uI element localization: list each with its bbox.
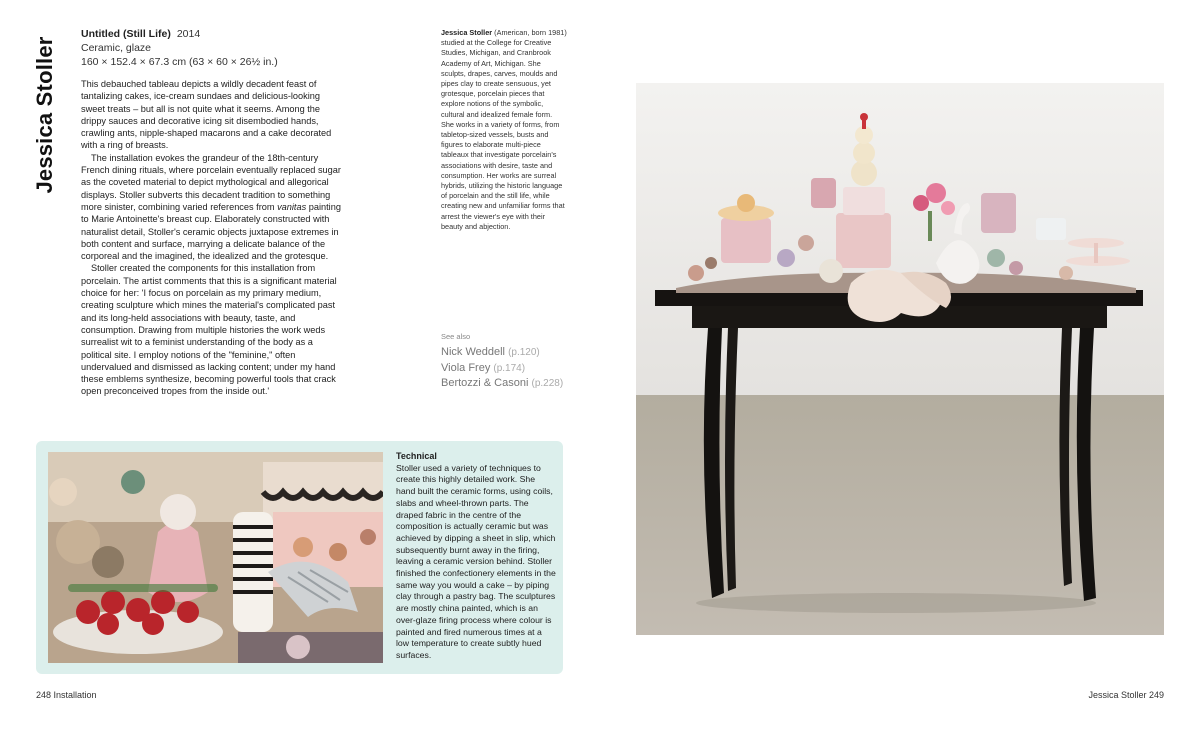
essay-paragraph-1: This debauched tableau depicts a wildly decadent feast of tantalizing cakes, ice-cream sundaes and delicious-looking sweet treats – but all is not quite what it seems. Among the drippy sauces and decorative icing sit disembodied hands, crawling ants, nipple-shaped macarons and a cake decorated with a ring of breasts. xyxy=(81,79,332,151)
see-also-label: See also xyxy=(441,332,471,341)
folio-left: 248 Installation xyxy=(36,690,97,700)
essay-text xyxy=(81,78,343,398)
technical-panel xyxy=(36,441,563,674)
artwork-year: 2014 xyxy=(176,28,201,40)
artwork-medium: Ceramic, glaze xyxy=(81,42,152,54)
artist-bio xyxy=(441,28,567,232)
technical-heading: Technical xyxy=(396,451,437,461)
see-also-item[interactable] xyxy=(441,376,591,392)
main-installation-photo xyxy=(636,83,1164,635)
artwork-title-row xyxy=(81,27,351,41)
see-also-item[interactable] xyxy=(441,361,591,377)
detail-photo xyxy=(48,452,383,663)
see-also-name: Viola Frey xyxy=(441,361,491,374)
see-also-name: Bertozzi & Casoni xyxy=(441,377,529,389)
see-also-item[interactable] xyxy=(441,345,591,361)
artist-name-vertical xyxy=(30,30,60,200)
essay-paragraph-2 xyxy=(81,152,343,263)
technical-body: Stoller used a variety of techniques to create this highly detailed work. She hand built the ceramic forms, using coils, slabs and wheel-thrown parts. The draped fabric in the centre of the composition is actually ceramic but was achieved by dipping a sheet in slip, which subsequently burnt away in the firing, leaving a ceramic version behind. Stoller finished the confectionery elements in the same way you would a cake – by piping clay through a pastry bag. The sculptures are mostly china painted, which is an over-glaze firing process where colour is painted and fired numerous times at a low temperature to create subtly hued surfaces. xyxy=(396,462,556,660)
artist-name: Jessica Stoller xyxy=(32,36,57,194)
detail-photo-image xyxy=(48,452,383,663)
see-also xyxy=(441,332,591,392)
bio-artist-name: Jessica Stoller xyxy=(441,28,493,37)
right-page xyxy=(600,0,1200,730)
essay-italic-term: vanitas xyxy=(277,201,307,212)
essay-paragraph-2-start: The installation evokes the grandeur of the 18th-century French dining rituals, where porcelain eventually replaced sugar as the coveted material to depict mythological and allegorical displays. Stoller subverts this decadent tradition to something more sinister, combining varied references from xyxy=(81,152,341,212)
artwork-caption xyxy=(81,27,351,69)
technical-text-block xyxy=(396,451,556,662)
see-also-name: Nick Weddell xyxy=(441,346,505,358)
installation-image xyxy=(636,83,1164,635)
see-also-page: (p.120) xyxy=(508,347,540,358)
essay-paragraph-2-end: painting to Marie Antoinette's breast cup. Elaborately constructed with naturalist detail, Stoller's ceramic objects juxtapose extremes in both content and surface, marrying a delicate balance of the corporeal and the imagined, the idealized and the grotesque. xyxy=(81,201,341,262)
folio-right: Jessica Stoller 249 xyxy=(1088,690,1164,700)
see-also-page: (p.174) xyxy=(493,362,526,374)
see-also-page: (p.228) xyxy=(531,378,564,389)
essay-paragraph-3: Stoller created the components for this installation from porcelain. The artist comments that this is a significant material choice for her: 'I focus on porcelain as my primary medium, creating sculpture which mines the material's complicated past and its long-held associations with beauty, taste, and consumption. Drawing from multiple histories the work weds surrealist wit to a feminist understanding of the body as a political site. I employ notions of the "feminine," often undervalued and dismissed as lacking content; under my hand these emblems synthesize, becoming powerful tools that crack open preconceived tropes from the inside out.' xyxy=(81,263,337,397)
artwork-dimensions: 160 × 152.4 × 67.3 cm (63 × 60 × 26½ in.) xyxy=(81,56,278,68)
bio-text: (American, born 1981) studied at the College for Creative Studies, Michigan, and Cranbrook Academy of Art, Michigan. She sculpts, drapes, carves, moulds and pipes clay to create sensuous, yet grotesque, porcelain pieces that explore notions of the symbolic, cultural and idealized female form. She works in a variety of forms, from tabletop-sized vessels, busts and figures to elaborate multi-piece tableaux that investigate porcelain's associations with desire, taste and consumption. Her works are surreal hybrids, utilizing the historic language of porcelain and the still life, while creating new and unfamiliar forms that arrest the viewer's eye with their beauty and abjection. xyxy=(441,28,567,231)
artwork-title: Untitled (Still Life) xyxy=(81,28,171,40)
